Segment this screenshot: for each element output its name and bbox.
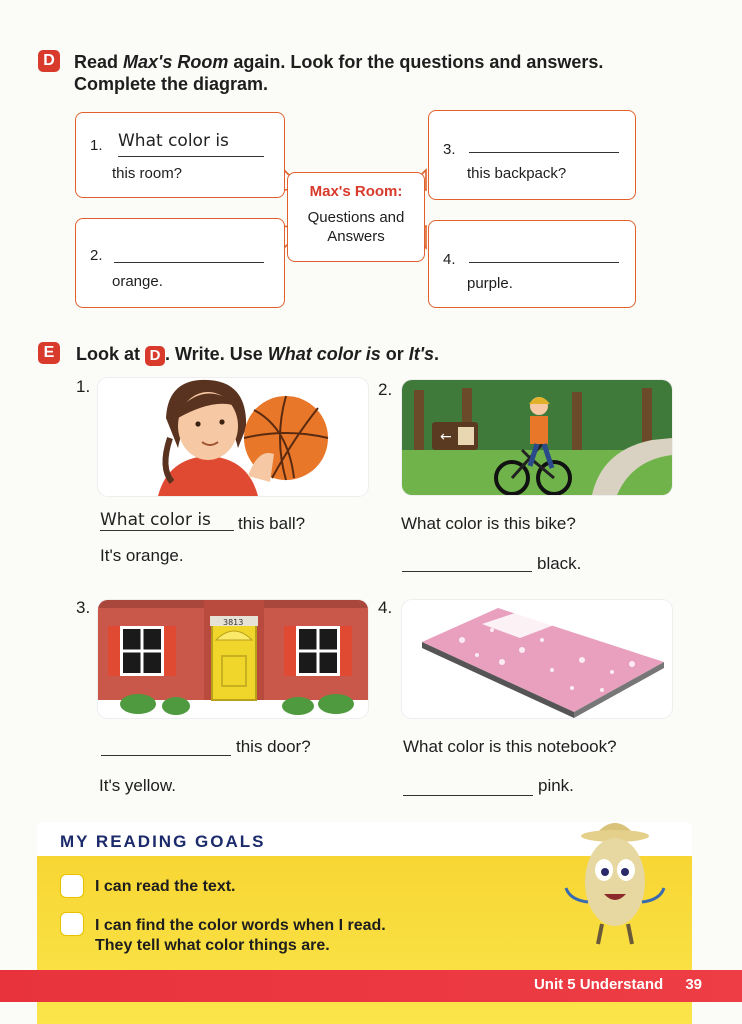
section-d-badge: D <box>38 50 60 72</box>
notebook-picture <box>402 600 672 718</box>
q4-blank[interactable] <box>403 778 533 796</box>
answer-blank-3[interactable] <box>469 133 619 153</box>
q3-blank[interactable] <box>101 738 231 756</box>
diagram-box-3: 3. this backpack? <box>428 110 636 200</box>
ball-picture <box>98 378 368 496</box>
section-e-instruction: Look at D . Write. Use What color is or It's. <box>76 344 440 364</box>
answer-blank-4[interactable] <box>469 243 619 263</box>
diagram-box-2: 2. orange. <box>75 218 285 308</box>
goal-1-checkbox[interactable] <box>60 874 84 898</box>
reading-goals-title: MY READING GOALS <box>60 832 266 851</box>
diagram-box-1: 1. What color is this room? <box>75 112 285 198</box>
house-number: 3813 <box>223 618 244 627</box>
boy-on-bike-illustration <box>402 380 672 495</box>
diagram-center: Max's Room: Questions and Answers <box>287 172 425 262</box>
diagram-box-4: 4. purple. <box>428 220 636 308</box>
section-d-instruction: Read Max's Room again. Look for the questions and answers. Complete the diagram. <box>74 52 604 94</box>
section-e-badge: E <box>38 342 60 364</box>
girl-with-ball-illustration <box>98 378 368 496</box>
mascot-illustration <box>560 812 670 952</box>
bike-picture <box>402 380 672 495</box>
q2-blank[interactable] <box>402 554 532 572</box>
answer-blank-1[interactable]: What color is <box>118 131 264 157</box>
answer-blank-2[interactable] <box>114 243 264 263</box>
goal-2-checkbox[interactable] <box>60 912 84 936</box>
footer-label: Unit 5 Understand 39 <box>533 976 702 993</box>
house-with-door-illustration <box>98 600 368 718</box>
q1-blank[interactable]: What color is <box>100 510 238 534</box>
door-picture <box>98 600 368 718</box>
goal-1-text: I can read the text. <box>95 878 236 895</box>
svg-text:←: ← <box>440 429 452 445</box>
goal-2-text: I can find the color words when I read. They tell what color things are. <box>95 917 386 954</box>
notebook-illustration <box>402 600 672 718</box>
